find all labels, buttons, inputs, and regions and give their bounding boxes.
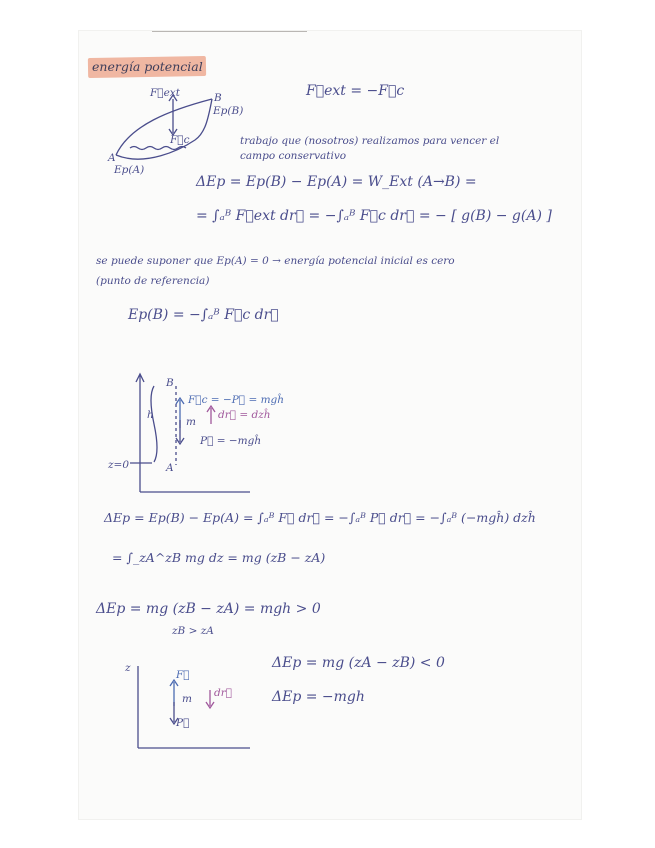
z-axis-label: z	[125, 662, 131, 674]
height-brace	[151, 386, 157, 462]
suponer-line-2: (punto de referencia)	[96, 275, 210, 287]
fc-equation: F⃗c = −P⃗ = mgĥ	[188, 394, 285, 406]
delta-ep-calc-line-2: = ∫_zA^zB mg dz = mg (zB − zA)	[112, 550, 326, 565]
page-title: energía potencial	[92, 59, 203, 74]
ep-a-label: Ep(A)	[114, 164, 145, 176]
fext-equation: F⃗ext = −F⃗c	[306, 83, 405, 99]
delta-ep-calc-line-1: ΔEp = Ep(B) − Ep(A) = ∫ₐᴮ F⃗ dr⃗ = −∫ₐᴮ P⃗ dr⃗ = −∫ₐᴮ (−mgĥ) dzĥ	[104, 510, 536, 525]
ep-b-label: Ep(B)	[213, 105, 244, 117]
delta-ep-equation-1: ΔEp = Ep(B) − Ep(A) = W_Ext (A→B) =	[196, 174, 477, 190]
z0-label: z=0	[108, 459, 130, 471]
h-label: h	[147, 409, 154, 421]
falling-diagram	[120, 662, 260, 754]
top-rule-line	[152, 31, 307, 32]
a-point-label: A	[108, 152, 116, 164]
zb-greater-za: zB > zA	[172, 625, 214, 637]
delta-ep-result: ΔEp = mg (zB − zA) = mgh > 0	[96, 601, 321, 617]
f-vector-label: F⃗	[176, 669, 190, 681]
dr-equation: dr⃗ = dzĥ	[218, 409, 271, 421]
trabajo-line-2: campo conservativo	[240, 150, 347, 162]
dr-label-2: dr⃗	[214, 687, 233, 699]
p-equation: P⃗ = −mgĥ	[200, 435, 262, 447]
ep-b-integral: Ep(B) = −∫ₐᴮ F⃗c dr⃗	[128, 307, 279, 323]
delta-ep-minus-mgh: ΔEp = −mgh	[272, 689, 365, 705]
p-vector-label: P⃗	[176, 717, 190, 729]
a-height-label: A	[166, 462, 174, 474]
wavy-path	[130, 147, 186, 150]
delta-ep-equation-2: = ∫ₐᴮ F⃗ext dr⃗ = −∫ₐᴮ F⃗c dr⃗ = − [ g(B) − g(A) ]	[196, 208, 552, 224]
mass-label: m	[186, 416, 196, 428]
path-curve-lower	[116, 99, 212, 159]
mass-label-2: m	[182, 693, 192, 705]
suponer-line-1: se puede suponer que Ep(A) = 0 → energía potencial inicial es cero	[96, 255, 455, 267]
b-height-label: B	[166, 377, 174, 389]
f-ext-label: F⃗ext	[150, 87, 180, 99]
f-c-label: F⃗c	[170, 134, 190, 146]
delta-ep-negative: ΔEp = mg (zA − zB) < 0	[272, 655, 445, 671]
trabajo-line-1: trabajo que (nosotros) realizamos para vencer el	[240, 135, 500, 147]
b-point-label: B	[214, 92, 222, 104]
